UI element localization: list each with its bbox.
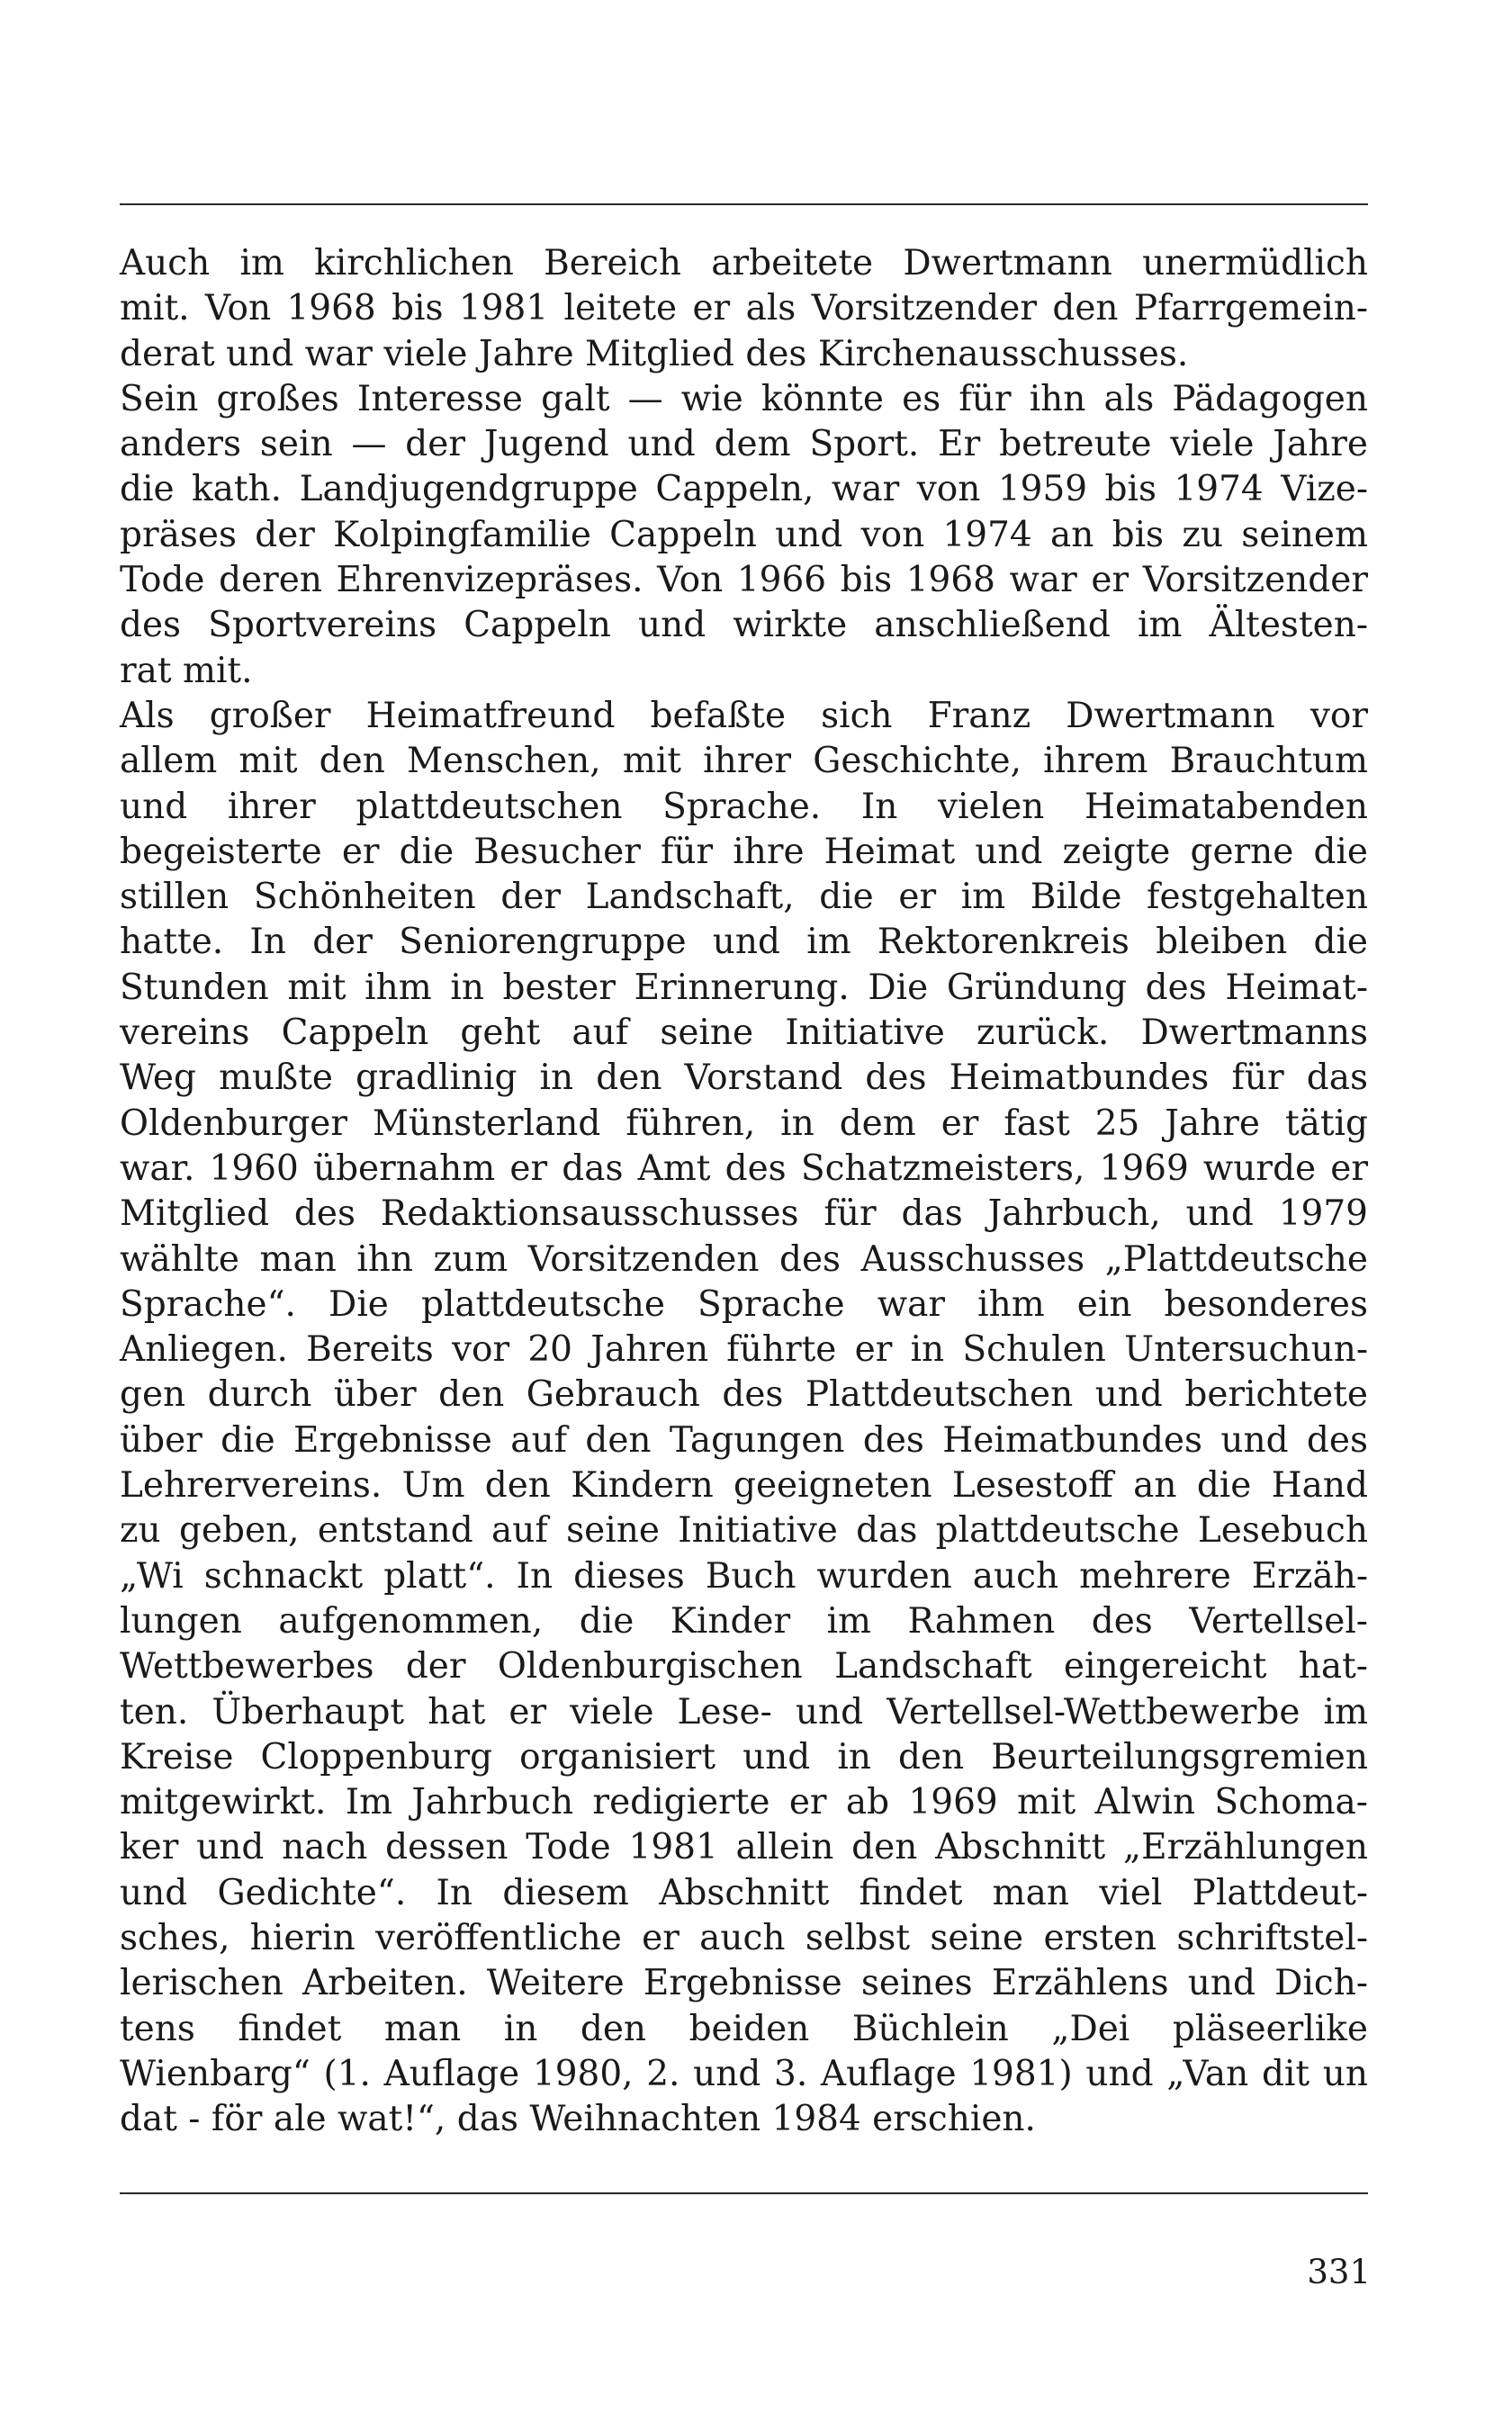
text-line: Als großer Heimatfreund befaßte sich Franz Dwertmann vor bbox=[120, 695, 1368, 736]
bottom-rule bbox=[120, 2192, 1368, 2194]
text-line: Lehrervereins. Um den Kindern geeigneten Lesestoff an die Hand bbox=[120, 1465, 1368, 1507]
text-line: allem mit den Menschen, mit ihrer Geschichte, ihrem Brauchtum bbox=[120, 741, 1368, 782]
text-line: derat und war viele Jahre Mitglied des Kirchenausschusses. bbox=[120, 333, 1189, 374]
text-line: präses der Kolpingfamilie Cappeln und von 1974 an bis zu seinem bbox=[120, 514, 1368, 555]
top-rule bbox=[120, 203, 1368, 205]
text-line: Sein großes Interesse galt — wie könnte es für ihn als Pädagogen bbox=[120, 378, 1368, 419]
text-line: Tode deren Ehrenvizepräses. Von 1966 bis 1968 war er Vorsitzender bbox=[120, 560, 1368, 601]
text-line: ker und nach dessen Tode 1981 allein den Abschnitt „Erzählungen bbox=[120, 1827, 1368, 1868]
text-line: wählte man ihn zum Vorsitzenden des Ausschusses „Plattdeutsche bbox=[120, 1238, 1368, 1280]
text-line: begeisterte er die Besucher für ihre Heimat und zeigte gerne die bbox=[120, 831, 1368, 872]
text-line: stillen Schönheiten der Landschaft, die er im Bilde festgehalten bbox=[120, 877, 1368, 918]
text-line: ten. Überhaupt hat er viele Lese- und Vertellsel-Wettbewerbe im bbox=[120, 1691, 1368, 1732]
text-line: hatte. In der Seniorengruppe und im Rektorenkreis bleiben die bbox=[120, 922, 1368, 963]
text-line: anders sein — der Jugend und dem Sport. Er betreute viele Jahre bbox=[120, 424, 1368, 465]
text-line: Wienbarg“ (1. Auflage 1980, 2. und 3. Auflage 1981) und „Van dit un bbox=[120, 2053, 1368, 2094]
text-line: Anliegen. Bereits vor 20 Jahren führte er in Schulen Untersuchun- bbox=[120, 1329, 1368, 1371]
text-line: Auch im kirchlichen Bereich arbeitete Dwertmann unermüdlich bbox=[120, 243, 1368, 284]
text-line: lerischen Arbeiten. Weitere Ergebnisse seines Erzählens und Dich- bbox=[120, 1963, 1368, 2004]
text-line: Oldenburger Münsterland führen, in dem er fast 25 Jahre tätig bbox=[120, 1102, 1368, 1144]
text-line: Wettbewerbes der Oldenburgischen Landschaft eingereicht hat- bbox=[120, 1646, 1368, 1688]
text-line: gen durch über den Gebrauch des Plattdeutschen und berichtete bbox=[120, 1374, 1368, 1416]
text-line: Kreise Cloppenburg organisiert und in den Beurteilungsgremien bbox=[120, 1736, 1368, 1778]
text-line: vereins Cappeln geht auf seine Initiative zurück. Dwertmanns bbox=[120, 1012, 1368, 1054]
text-line: war. 1960 übernahm er das Amt des Schatzmeisters, 1969 wurde er bbox=[120, 1148, 1368, 1189]
text-line: Stunden mit ihm in bester Erinnerung. Die Gründung des Heimat- bbox=[120, 967, 1368, 1008]
text-line: sches, hierin veröffentliche er auch selbst seine ersten schriftstel- bbox=[120, 1917, 1368, 1958]
text-line: „Wi schnackt platt“. In dieses Buch wurden auch mehrere Erzäh- bbox=[120, 1555, 1368, 1597]
body-text bbox=[120, 241, 1368, 2142]
text-line: die kath. Landjugendgruppe Cappeln, war von 1959 bis 1974 Vize- bbox=[120, 469, 1368, 510]
text-line: über die Ergebnisse auf den Tagungen des Heimatbundes und des bbox=[120, 1419, 1368, 1461]
text-line: dat - för ale wat!“, das Weihnachten 1984 erschien. bbox=[120, 2099, 1036, 2140]
text-line: zu geben, entstand auf seine Initiative das plattdeutsche Lesebuch bbox=[120, 1510, 1368, 1552]
text-line: rat mit. bbox=[120, 650, 253, 691]
text-line: mitgewirkt. Im Jahrbuch redigierte er ab 1969 mit Alwin Schoma- bbox=[120, 1782, 1368, 1823]
text-line: tens findet man in den beiden Büchlein „Dei pläseerlike bbox=[120, 2008, 1368, 2049]
text-line: mit. Von 1968 bis 1981 leitete er als Vorsitzender den Pfarrgemein- bbox=[120, 288, 1368, 329]
text-line: des Sportvereins Cappeln und wirkte anschließend im Ältesten- bbox=[120, 605, 1368, 646]
text-line: lungen aufgenommen, die Kinder im Rahmen des Vertellsel- bbox=[120, 1600, 1368, 1642]
text-line: Mitglied des Redaktionsausschusses für das Jahrbuch, und 1979 bbox=[120, 1193, 1368, 1235]
text-line: Sprache“. Die plattdeutsche Sprache war ihm ein besonderes bbox=[120, 1283, 1368, 1325]
text-line: Weg mußte gradlinig in den Vorstand des Heimatbundes für das bbox=[120, 1058, 1368, 1099]
text-line: und ihrer plattdeutschen Sprache. In vielen Heimatabenden bbox=[120, 786, 1368, 827]
page-number: 331 bbox=[1307, 2253, 1371, 2291]
text-line: und Gedichte“. In diesem Abschnitt findet man viel Plattdeut- bbox=[120, 1872, 1368, 1913]
